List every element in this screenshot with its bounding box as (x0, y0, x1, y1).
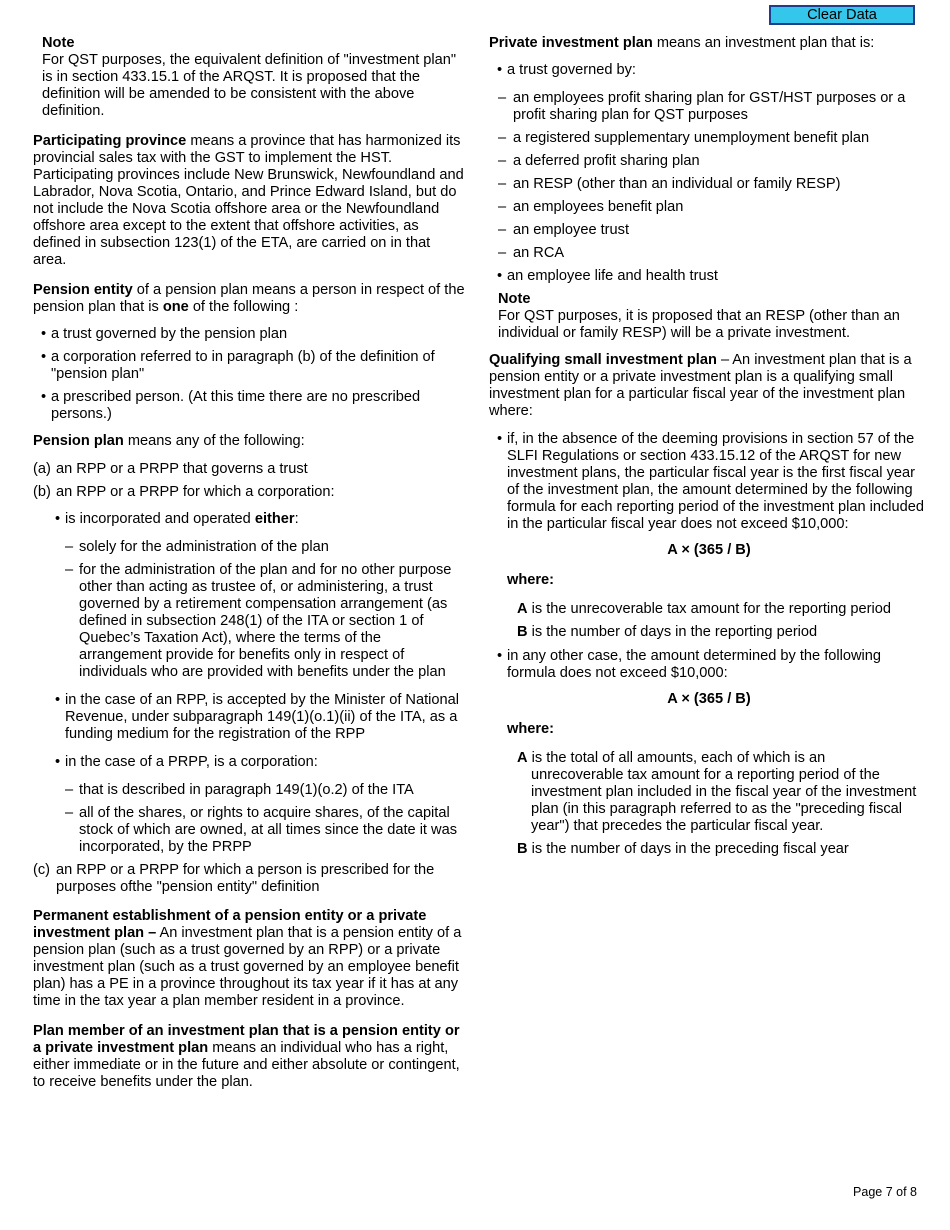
definition-permanent-establishment (33, 908, 465, 1010)
definition-text: means an investment plan that is: (652, 35, 875, 51)
sub-item: – a registered supplementary unemployment benefit plan (489, 130, 929, 147)
term: Private investment plan (489, 35, 653, 51)
page-number: Page 7 of 8 (853, 1185, 917, 1199)
list-item: • an employee life and health trust (489, 268, 929, 285)
term: Pension plan (33, 433, 124, 449)
paragraph-text: an RPP or a PRPP that governs a trust (56, 461, 308, 477)
right-column (489, 35, 929, 864)
list-item: • in any other case, the amount determined by the following formula does not exceed $10,000: (489, 648, 929, 682)
where-label: where: (507, 721, 555, 737)
left-column (33, 35, 465, 1104)
emphasis: one (162, 299, 189, 315)
sub-item: – an employees profit sharing plan for GST/HST purposes or a profit sharing plan for QST purposes (489, 90, 929, 124)
paragraph-label: (b) (33, 484, 51, 500)
note-body: For QST purposes, it is proposed that an RESP (other than an individual or family RESP) will be a private investment. (498, 308, 900, 341)
qst-note-investment-plan (33, 35, 465, 120)
definition-text: – An investment plan that is a pension entity or a private investment plan is a qualifying small investment plan for a particular fiscal year of the investment plan where: (489, 352, 912, 419)
term: Qualifying small investment plan (489, 352, 717, 368)
paragraph-c (33, 862, 465, 896)
item-text: : (294, 511, 299, 527)
definition-private-investment-plan (489, 35, 929, 52)
list-item: • a trust governed by the pension plan (33, 326, 465, 343)
paragraph-label: (a) (33, 461, 51, 477)
note-heading: Note (498, 291, 531, 307)
list-item (33, 511, 465, 528)
qsip-list-2 (489, 648, 929, 682)
variable-symbol: B (517, 841, 528, 857)
where-label: where: (507, 572, 555, 588)
definition-pension-entity (33, 282, 465, 316)
sub-item: – a deferred profit sharing plan (489, 153, 929, 170)
emphasis: either (254, 511, 295, 527)
paragraph-a (33, 461, 465, 478)
list-item: • in the case of a PRPP, is a corporation: (33, 754, 465, 771)
term: Pension entity (33, 282, 133, 298)
private-investment-plan-list (489, 62, 929, 285)
term: Plan member of an investment plan that is a pension entity or a private investment plan (33, 1023, 460, 1056)
clear-data-button[interactable]: Clear Data (769, 5, 915, 25)
sub-item: – an employee trust (489, 222, 929, 239)
definition-text: of the following : (188, 299, 299, 315)
list-item: • a corporation referred to in paragraph (b) of the definition of "pension plan" (33, 349, 465, 383)
list-item: • a trust governed by: (489, 62, 929, 79)
qsip-list (489, 431, 929, 533)
definition-participating-province (33, 133, 465, 269)
variable-text: is the unrecoverable tax amount for the reporting period (527, 601, 891, 617)
term: Participating province (33, 133, 187, 149)
sub-item: – an employees benefit plan (489, 199, 929, 216)
sub-item: – all of the shares, or rights to acquire shares, of the capital stock of which are owned, at all times since the date it was incorporated, by the PRPP (33, 805, 465, 856)
sub-item: – an RCA (489, 245, 929, 262)
sub-item: – an RESP (other than an individual or family RESP) (489, 176, 929, 193)
sub-item: – solely for the administration of the plan (33, 539, 465, 556)
definition-text: of a pension plan means a person in respect of the pension plan that is (33, 282, 465, 315)
definition-text: means any of the following: (123, 433, 305, 449)
note-body: For QST purposes, the equivalent definition of "investment plan" is in section 433.15.1 of the ARQST. It is proposed that the definition will be amended to be consistent with the above definition. (42, 52, 457, 119)
list-item: • a prescribed person. (At this time there are no prescribed persons.) (33, 389, 465, 423)
term: Permanent establishment of a pension entity or a private investment plan – (33, 908, 427, 941)
variable-a-definition (489, 601, 929, 618)
definition-qualifying-small-investment-plan (489, 352, 929, 420)
variable-b-definition (489, 841, 929, 858)
variable-symbol: A (517, 750, 528, 766)
paragraph-b-list (33, 511, 465, 856)
definition-plan-member (33, 1023, 465, 1091)
paragraph-b (33, 484, 465, 501)
list-item: • if, in the absence of the deeming provisions in section 57 of the SLFI Regulations or section 433.15.12 of the ARQST for new investment plans, the particular fiscal year is the first fiscal year of the investment plan, the amount determined by the following formula for each reporting period of the investment plan included in the particular fiscal year does not exceed $10,000: (489, 431, 929, 533)
variable-b-definition (489, 624, 929, 641)
variable-a-definition (489, 750, 929, 835)
variable-text: is the total of all amounts, each of which is an unrecoverable tax amount for a reporting period of the investment plan included in the fiscal year of the investment plan (in this paragraph referred to as the "preceding fiscal year") that precedes the particular fiscal year. (527, 750, 917, 834)
item-text: is incorporated and operated (65, 511, 255, 527)
paragraph-text: an RPP or a PRPP for which a corporation: (56, 484, 335, 500)
list-item: • in the case of an RPP, is accepted by the Minister of National Revenue, under subparagraph 149(1)(o.1)(ii) of the ITA, as a funding medium for the registration of the RPP (33, 692, 465, 743)
definition-text: means a province that has harmonized its provincial sales tax with the GST to implement the HST. Participating provinces include New Brunswick, Newfoundland and Labrador, Nova Scotia, Ontario, and Prince Edward Island, but do not include the Nova Scotia offshore area or the Newfoundland offshore area except to the extent that offshore activities, as defined in subsection 123(1) of the ETA, are carried on in that area. (33, 133, 464, 268)
sub-item: – for the administration of the plan and for no other purpose other than acting as trustee of, or administering, a trust governed by a retirement compensation arrangement (as defined in subsection 248(1) of the ITA or section 1 of Quebec’s Taxation Act), where the terms of the arrangement provide for benefits only in respect of individuals who are provided with benefits under the plan (33, 562, 465, 681)
definition-pension-plan (33, 433, 465, 450)
variable-text: is the number of days in the reporting period (527, 624, 818, 640)
variable-symbol: A (517, 601, 528, 617)
sub-item: – that is described in paragraph 149(1)(o.2) of the ITA (33, 782, 465, 799)
qst-note-resp (489, 291, 929, 342)
paragraph-label: (c) (33, 862, 51, 878)
note-heading: Note (42, 35, 75, 51)
variable-text: is the number of days in the preceding fiscal year (527, 841, 849, 857)
variable-symbol: B (517, 624, 528, 640)
formula: A × (365 / B) (667, 542, 751, 558)
pension-entity-list (33, 326, 465, 423)
paragraph-text: an RPP or a PRPP for which a person is prescribed for the purposes ofthe "pension entity" definition (56, 862, 435, 895)
definition-text: An investment plan that is a pension entity of a pension plan (such as a trust governed by an RPP) or a private investment plan (such as a trust governed by an employee benefit plan) has a PE in a province throughout its tax year if it has at any time in the tax year a plan member resident in a province. (33, 925, 462, 1009)
formula: A × (365 / B) (667, 691, 751, 707)
definition-text: means an individual who has a right, either immediate or in the future and either absolute or contingent, to receive benefits under the plan. (33, 1040, 460, 1090)
